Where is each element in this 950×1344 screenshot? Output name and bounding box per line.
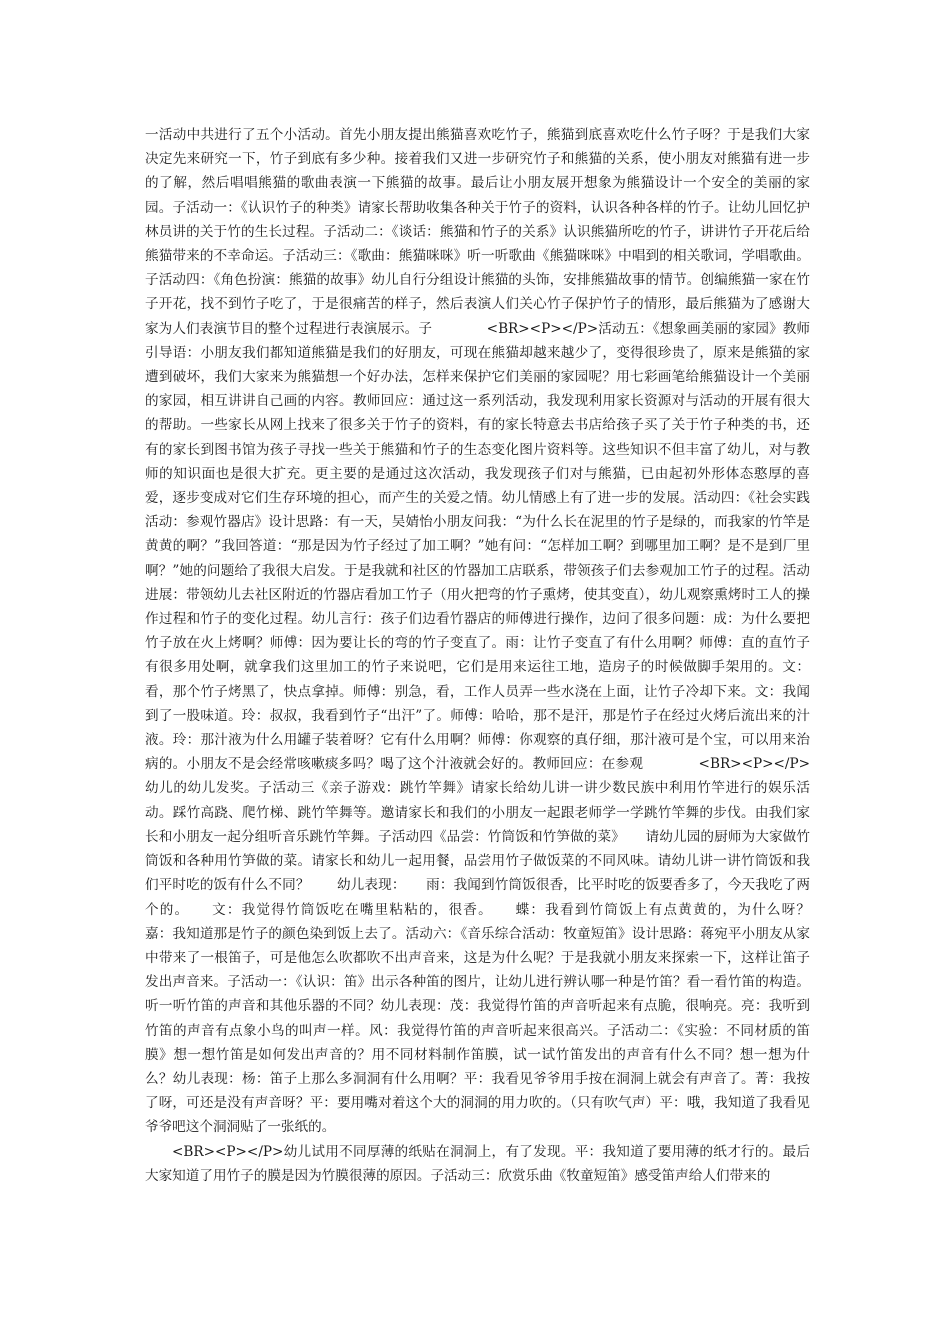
paragraph-2: <BR><P></P>幼儿试用不同厚薄的纸贴在洞洞上，有了发现。平：我知道了要用薄的纸才行的。最后大家知道了用竹子的膜是因为竹膜很薄的原因。子活动三：欣赏乐曲《牧童短笛》感受笛声给人们带来的 xyxy=(145,1143,810,1184)
document-body xyxy=(145,123,838,1188)
paragraph-1: 一活动中共进行了五个小活动。首先小朋友提出熊猫喜欢吃竹子，熊猫到底喜欢吃什么竹子呀？于是我们大家决定先来研究一下，竹子到底有多少种。接着我们又进一步研究竹子和熊猫的关系，使小朋友对熊猫有进一步的了解，然后唱唱熊猫的歌曲表演一下熊猫的故事。最后让小朋友展开想象为熊猫设计一个安全的美丽的家园。子活动一：《认识竹子的种类》请家长帮助收集各种关于竹子的资料，认识各种各样的竹子。让幼儿回忆护林员讲的关于竹的生长过程。子活动二：《谈话：熊猫和竹子的关系》认识熊猫所吃的竹子，讲讲竹子开花后给熊猫带来的不幸命运。子活动三：《歌曲：熊猫咪咪》听一听歌曲《熊猫咪咪》中唱到的相关歌词，学唱歌曲。子活动四：《角色扮演：熊猫的故事》幼儿自行分组设计熊猫的头饰，安排熊猫故事的情节。创编熊猫一家在竹子开花，找不到竹子吃了，于是很痛苦的样子，然后表演人们关心竹子保护竹子的情形，最后熊猫为了感谢大家为人们表演节目的整个过程进行表演展示。子 <BR><P></P>活动五：《想象画美丽的家园》教师引导语：小朋友我们都知道熊猫是我们的好朋友，可现在熊猫却越来越少了，变得很珍贵了，原来是熊猫的家遭到破坏，我们大家来为熊猫想一个好办法，怎样来保护它们美丽的家园呢？用七彩画笔给熊猫设计一个美丽的家园，相互讲讲自己画的内容。教师回应：通过这一系列活动，我发现利用家长资源对与活动的开展有很大的帮助。一些家长从网上找来了很多关于竹子的资料，有的家长特意去书店给孩子买了关于竹子种类的书，还有的家长到图书馆为孩子寻找一些关于熊猫和竹子的生态变化图片资料等。这些知识不但丰富了幼儿，对与教师的知识面也是很大扩充。更主要的是通过这次活动，我发现孩子们对与熊猫，已由起初外形体态憨厚的喜爱，逐步变成对它们生存环境的担心，而产生的关爱之情。幼儿情感上有了进一步的发展。活动四：《社会实践活动：参观竹器店》设计思路：有一天，吴婧怡小朋友问我：“为什么长在泥里的竹子是绿的，而我家的竹竿是黄黄的啊？”我回答道：“那是因为竹子经过了加工啊？”她有问：“怎样加工啊？到哪里加工啊？是不是到厂里啊？”她的问题给了我很大启发。于是我就和社区的竹器加工店联系，带领孩子们去参观加工竹子的过程。活动进展：带领幼儿去社区附近的竹器店看加工竹子（用火把弯的竹子熏烤，使其变直），幼儿观察熏烤时工人的操作过程和竹子的变化过程。幼儿言行：孩子们边看竹器店的师傅进行操作，边问了很多问题：成：为什么要把竹子放在火上烤啊？师傅：因为要让长的弯的竹子变直了。雨：让竹子变直了有什么用啊？师傅：直的直竹子有很多用处啊，就拿我们这里加工的竹子来说吧，它们是用来运往工地，造房子的时候做脚手架用的。文：看，那个竹子烤黑了，快点拿掉。师傅：别急，看，工作人员弄一些水浇在上面，让竹子冷却下来。文：我闻到了一股味道。玲：叔叔，我看到竹子“出汗”了。师傅：哈哈，那不是汗，那是竹子在经过火烤后流出来的汁液。玲：那汁液为什么用罐子装着呀？它有什么用啊？师傅：你观察的真仔细，那汁液可是个宝，可以用来治病的。小朋友不是会经常咳嗽痰多吗？喝了这个汁液就会好的。教师回应：在参观 <BR><P></P>幼儿的幼儿发奖。子活动三《亲子游戏：跳竹竿舞》请家长给幼儿讲一讲少数民族中利用竹竿进行的娱乐活动。踩竹高跷、爬竹梯、跳竹竿舞等。邀请家长和我们的小朋友一起跟老师学一学跳竹竿舞的步伐。由我们家长和小朋友一起分组听音乐跳竹竿舞。子活动四《品尝：竹筒饭和竹笋做的菜》 请幼儿园的厨师为大家做竹筒饭和各种用竹笋做的菜。请家长和幼儿一起用餐，品尝用竹子做饭菜的不同风味。请幼儿讲一讲竹筒饭和我们平时吃的饭有什么不同？ 幼儿表现： 雨：我闻到竹筒饭很香，比平时吃的饭要香多了，今天我吃了两个的。 文：我觉得竹筒饭吃在嘴里粘粘的，很香。 蝶：我看到竹筒饭上有点黄黄的，为什么呀？ 嘉：我知道那是竹子的颜色染到饭上去了。活动六：《音乐综合活动：牧童短笛》设计思路：蒋宛平小朋友从家中带来了一根笛子，可是他怎么吹都吹不出声音来，这是为什么呢？于是我就小朋友来探索一下，这样让笛子发出声音来。子活动一：《认识：笛》出示各种笛的图片，让幼儿进行辨认哪一种是竹笛？看一看竹笛的构造。听一听竹笛的声音和其他乐器的不同？幼儿表现：茂：我觉得竹笛的声音听起来有点脆，很响亮。亮：我听到竹笛的声音有点象小鸟的叫声一样。风：我觉得竹笛的声音听起来很高兴。子活动二：《实验：不同材质的笛膜》想一想竹笛是如何发出声音的？用不同材料制作笛膜，试一试竹笛发出的声音有什么不同？想一想为什么？幼儿表现：杨：笛子上那么多洞洞有什么用啊？平：我看见爷爷用手按在洞洞上就会有声音了。菁：我按了呀，可还是没有声音呀？平：要用嘴对着这个大的洞洞的用力吹的。（只有吹气声）平：哦，我知道了我看见爷爷吧这个洞洞贴了一张纸的。 xyxy=(145,127,838,1136)
